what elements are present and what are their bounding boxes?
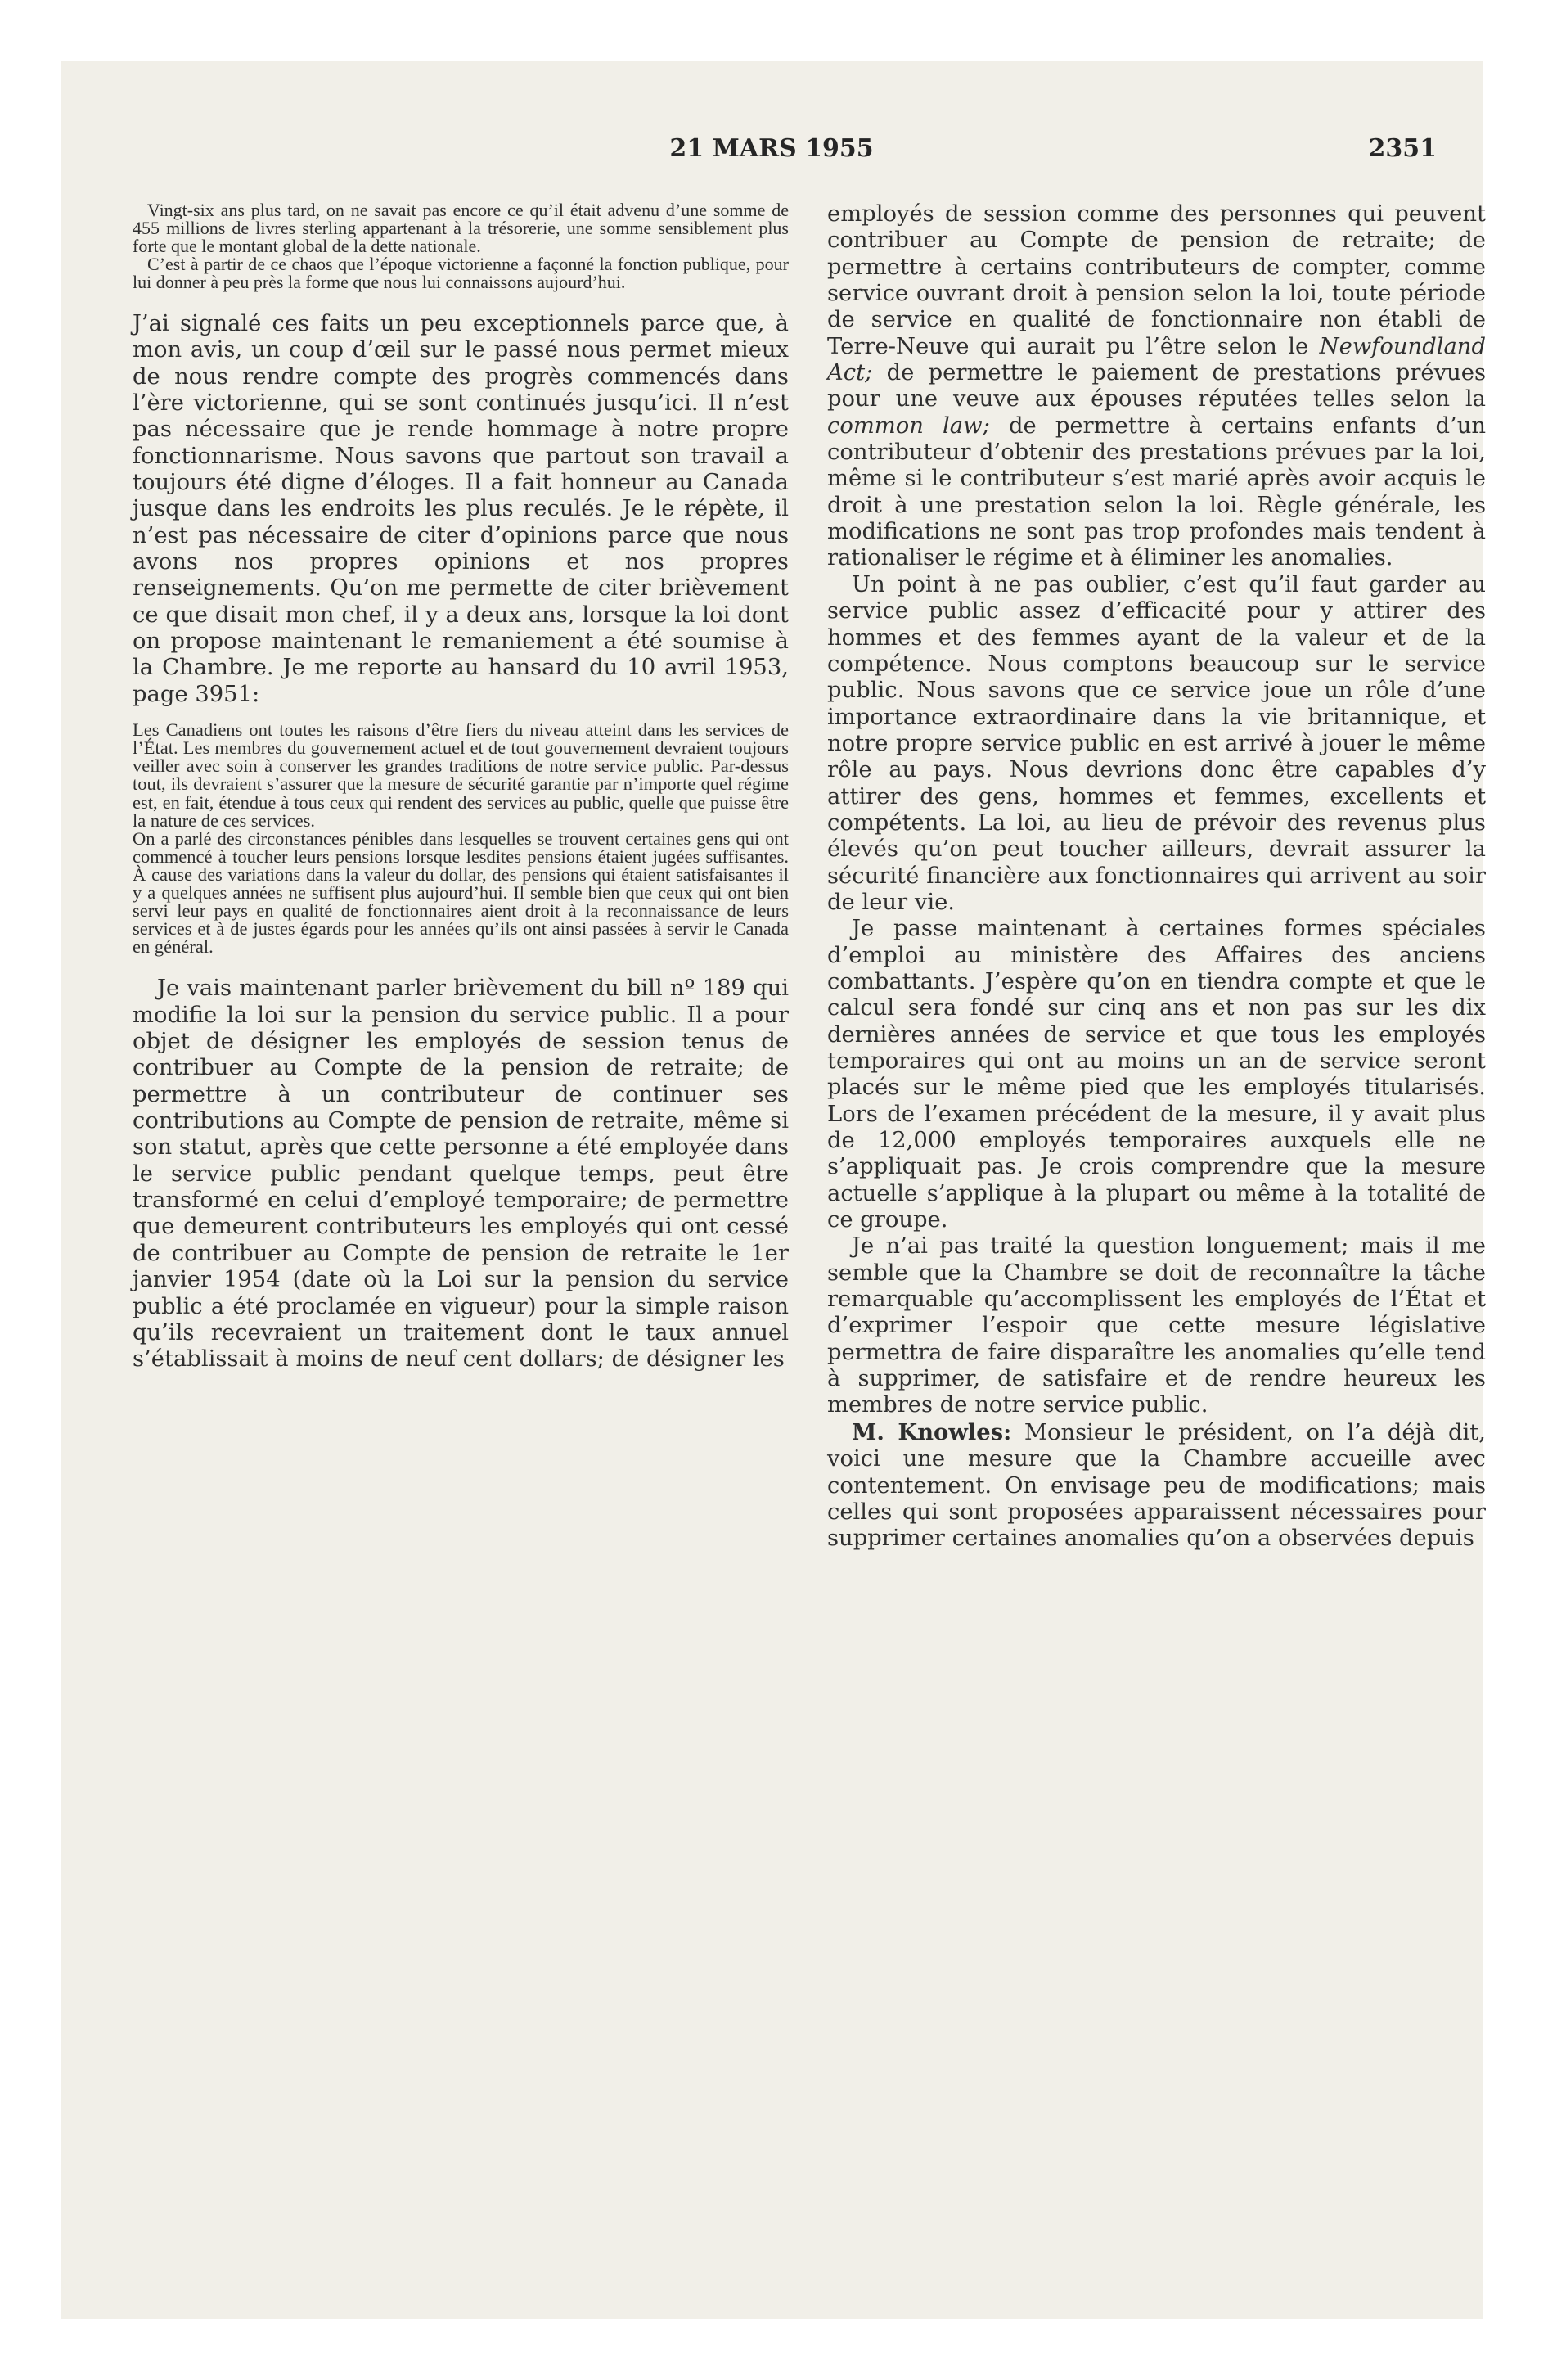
speaker-name: M. Knowles: bbox=[852, 1418, 1012, 1445]
body-paragraph bbox=[827, 201, 1486, 572]
left-column bbox=[133, 201, 789, 1373]
body-paragraph: Je vais maintenant parler brièvement du bill nº 189 qui modifie la loi sur la pension du service public. Il a pour objet de désigner les employés de session tenus de contribuer au Compte de la pension de retraite; de permettre à un contributeur de continuer ses contributions au Compte de pension de retraite, même si son statut, après que cette personne a été employée dans le service public pendant quelque temps, peut être transformé en celui d’employé temporaire; de permettre que demeurent contributeurs les employés qui ont cessé de contribuer au Compte de pension de retraite le 1er janvier 1954 (date où la Loi sur la pension du service public a été proclamée en vigueur) pour la simple raison qu’ils recevraient un traitement dont le taux annuel s’établissait à moins de neuf cent dollars; de désigner les bbox=[133, 976, 789, 1373]
text-run: de permettre le paiement de prestations prévues pour une veuve aux épouses réputées telles selon la bbox=[827, 360, 1486, 412]
page-header bbox=[61, 134, 1483, 175]
text-run: Monsieur le président, on l’a déjà dit, voici une mesure que la Chambre accueille avec contentement. On envisage peu de modifications; mais celles qui sont proposées apparaissent nécessaires pour supprimer certaines anomalies qu’on a observées depuis bbox=[827, 1419, 1487, 1552]
small-paragraph: Vingt-six ans plus tard, on ne savait pas encore ce qu’il était advenu d’une somme de 455 millions de livres sterling appartenant à la trésorerie, une somme sensiblement plus forte que le montant global de la dette nationale. bbox=[133, 200, 789, 256]
body-paragraph: Je passe maintenant à certaines formes spéciales d’emploi au ministère des Affaires des anciens combattants. J’espère qu’on en tiendra compte et que le calcul sera fondé sur cinq ans et non pas sur les dix dernières années de service et que tous les employés temporaires qui ont au moins un an de service seront placés sur le même pied que les employés titularisés. Lors de l’examen précédent de la mesure, il y avait plus de 12,000 employés temporaires auxquels elle ne s’appliquait pas. Je crois comprendre que la mesure actuelle s’applique à la plupart ou même à la totalité de ce groupe. bbox=[827, 916, 1486, 1233]
italic-term: common law; bbox=[827, 412, 990, 439]
body-paragraph bbox=[827, 1419, 1486, 1553]
text-run: employés de session comme des personnes qui peuvent contribuer au Compte de pension de retraite; de permettre à certains contributeurs de compter, comme service ouvrant droit à pension selon la loi, toute période de service en qualité de fonctionnaire non établi de Terre-Neuve qui aurait pu l’être selon le bbox=[827, 201, 1486, 359]
body-paragraph: Je n’ai pas traité la question longuement; mais il me semble que la Chambre se doit de reconnaître la tâche remarquable qu’accomplissent les employés de l’État et d’exprimer l’espoir que cette mesure législative permettra de faire disparaître les anomalies qu’elle tend à supprimer, de satisfaire et de rendre heureux les membres de notre service public. bbox=[827, 1233, 1486, 1418]
quotation-paragraph: Les Canadiens ont toutes les raisons d’être fiers du niveau atteint dans les services de l’État. Les membres du gouvernement actuel et de tout gouvernement devraient toujours veiller avec soin à conserver les grandes traditions de notre service public. Par-dessus tout, ils devraient s’assurer que la mesure de sécurité garantie par n’importe quel régime est, en fait, étendue à tous ceux qui rendent des services au public, quelle que puisse être la nature de ces services. bbox=[133, 719, 789, 831]
body-paragraph: Un point à ne pas oublier, c’est qu’il faut garder au service public assez d’efficacité pour y attirer des hommes et des femmes ayant de la valeur et de la compétence. Nous comptons beaucoup sur le service public. Nous savons que ce service joue un rôle d’une importance extraordinaire dans la vie britannique, et notre propre service public en est arrivé à jouer le même rôle au pays. Nous devrions donc être capables d’y attirer des gens, hommes et femmes, excellents et compétents. La loi, au lieu de prévoir des revenus plus élevés qu’on peut toucher ailleurs, devrait assurer la sécurité financière aux fonctionnaires qui arrivent au soir de leur vie. bbox=[827, 571, 1486, 915]
right-column bbox=[827, 201, 1486, 1553]
page-date: 21 MARS 1955 bbox=[669, 134, 874, 163]
italic-term: Newfoundland Act; bbox=[827, 333, 1486, 386]
page bbox=[61, 61, 1487, 2319]
body-paragraph: J’ai signalé ces faits un peu exceptionnels parce que, à mon avis, un coup d’œil sur le passé nous permet mieux de nous rendre compte des progrès commencés dans l’ère victorienne, qui se sont continués jusqu’ici. Il n’est pas nécessaire que je rende hommage à notre propre fonctionnarisme. Nous savons que partout son travail a toujours été digne d’éloges. Il a fait honneur au Canada jusque dans les endroits les plus reculés. Je le répète, il n’est pas nécessaire de citer d’opinions parce que nous avons nos propres opinions et nos propres renseignements. Qu’on me permette de citer brièvement ce que disait mon chef, il y a deux ans, lorsque la loi dont on propose maintenant le remaniement a été soumise à la Chambre. Je me reporte au hansard du 10 avril 1953, page 3951: bbox=[133, 311, 789, 707]
page-number: 2351 bbox=[1368, 134, 1437, 163]
text-run: de permettre à certains enfants d’un contributeur d’obtenir des prestations prévues par la loi, même si le contributeur s’est marié après avoir acquis le droit à une prestation selon la loi. Règle générale, les modifications ne sont pas trop profondes mais tendent à rationaliser le régime et à éliminer les anomalies. bbox=[827, 412, 1486, 571]
quotation-paragraph: On a parlé des circonstances pénibles dans lesquelles se trouvent certaines gens qui ont commencé à toucher leurs pensions lorsque lesdites pensions étaient jugées suffisantes. À cause des variations dans la valeur du dollar, des pensions qui étaient satisfaisantes il y a quelques années ne suffisent plus aujourd’hui. Il semble bien que ceux qui ont bien servi leur pays en qualité de fonctionnaires aient droit à la reconnaissance de leurs services et à de justes égards pour les années qu’ils ont ainsi passées à servir le Canada en général. bbox=[133, 827, 789, 958]
small-paragraph: C’est à partir de ce chaos que l’époque victorienne a façonné la fonction publique, pour lui donner à peu près la forme que nous lui connaissons aujourd’hui. bbox=[133, 254, 789, 292]
